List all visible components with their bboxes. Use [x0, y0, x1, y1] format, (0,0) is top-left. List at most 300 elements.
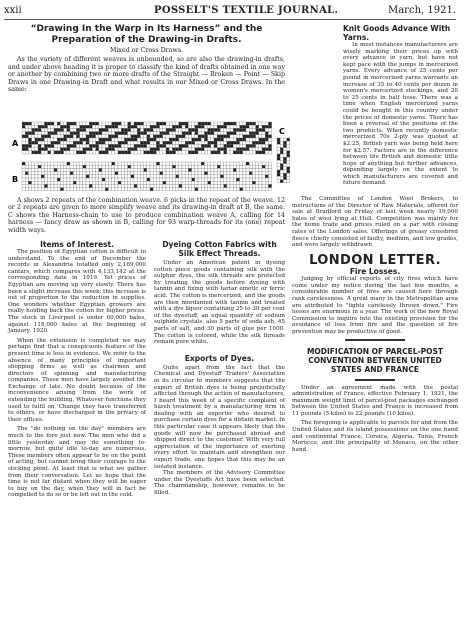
- weave-cell: [102, 181, 105, 184]
- weave-cell: [140, 125, 143, 128]
- weave-cell: [192, 132, 195, 135]
- weave-cell: [163, 175, 166, 178]
- weave-cell: [249, 148, 252, 151]
- weave-cell: [150, 148, 153, 151]
- weave-cell: [51, 168, 54, 171]
- weave-cell: [211, 178, 214, 181]
- weave-cell: [153, 151, 156, 154]
- weave-cell: [32, 148, 35, 151]
- weave-cell: [166, 128, 169, 131]
- weave-cell: [204, 132, 207, 135]
- weave-cell: [150, 151, 153, 154]
- weave-cell: [201, 141, 204, 144]
- weave-cell: [22, 188, 25, 191]
- committee-paragraph: The Committee of London Wool Brokers, to instructions of the Director of Raw Materials, offered for sale at Bradford on Friday of last week nearly 19,000 bales of wool lying at Hull. Competition was mainly for the home trade and prices ruled on a par with closing rates of the London sales. Offerings of greasy crossbred fleece chiefly consisted of faulty, medium, and low grades, and were largely withdrawn.: [292, 196, 458, 249]
- weave-cell: [179, 141, 182, 144]
- weave-cell: [246, 125, 249, 128]
- weave-cell: [22, 132, 25, 135]
- weave-cell: [108, 188, 111, 191]
- weave-cell: [67, 168, 70, 171]
- weave-cell: [182, 148, 185, 151]
- weave-cell: [41, 141, 44, 144]
- weave-cell: [252, 178, 255, 181]
- weave-cell: [214, 188, 217, 191]
- weave-cell: [188, 172, 191, 175]
- weave-cell: [179, 151, 182, 154]
- weave-cell: [115, 125, 118, 128]
- weave-cell: [108, 184, 111, 187]
- weave-cell: [233, 162, 236, 165]
- weave-cell: [227, 132, 230, 135]
- weave-cell: [211, 144, 214, 147]
- weave-cell: [76, 184, 79, 187]
- weave-cell: [185, 125, 188, 128]
- weave-cell: [80, 132, 83, 135]
- weave-cell: [35, 168, 38, 171]
- items-title: Items of Interest.: [40, 240, 114, 249]
- weave-cell: [214, 162, 217, 165]
- weave-cell: [105, 148, 108, 151]
- weave-cell: [70, 168, 73, 171]
- weave-cell: [73, 128, 76, 131]
- weave-cell: [208, 135, 211, 138]
- weave-cell: [134, 165, 137, 168]
- weave-cell: [92, 181, 95, 184]
- weave-cell: [259, 122, 262, 125]
- weave-cell: [137, 128, 140, 131]
- weave-cell: [169, 151, 172, 154]
- weave-cell: [195, 184, 198, 187]
- weave-grid-a: [22, 122, 272, 154]
- weave-cell: [147, 168, 150, 171]
- weave-cell: [96, 175, 99, 178]
- weave-cell: [236, 135, 239, 138]
- weave-cell: [208, 178, 211, 181]
- weave-cell: [156, 151, 159, 154]
- weave-cell: [128, 181, 131, 184]
- weave-cell: [153, 125, 156, 128]
- weave-cell: [256, 181, 259, 184]
- weave-cell: [32, 122, 35, 125]
- weave-cell: [89, 188, 92, 191]
- weave-cell: [249, 188, 252, 191]
- weave-cell: [32, 168, 35, 171]
- weave-cell: [268, 165, 271, 168]
- weave-cell: [198, 178, 201, 181]
- weave-cell: [220, 175, 223, 178]
- weave-cell: [185, 151, 188, 154]
- weave-cell: [252, 188, 255, 191]
- weave-cell: [102, 172, 105, 175]
- weave-cell: [236, 175, 239, 178]
- weave-cell: [41, 165, 44, 168]
- weave-cell: [176, 138, 179, 141]
- weave-cell: [230, 172, 233, 175]
- weave-cell: [67, 141, 70, 144]
- weave-cell: [208, 162, 211, 165]
- weave-cell: [169, 162, 172, 165]
- weave-cell: [41, 122, 44, 125]
- weave-cell: [243, 172, 246, 175]
- weave-cell: [198, 125, 201, 128]
- weave-cell: [265, 132, 268, 135]
- weave-cell: [144, 144, 147, 147]
- weave-cell: [102, 168, 105, 171]
- weave-cell: [83, 125, 86, 128]
- weave-cell: [108, 125, 111, 128]
- weave-cell: [76, 141, 79, 144]
- weave-cell: [252, 122, 255, 125]
- weave-cell: [176, 125, 179, 128]
- weave-cell: [124, 141, 127, 144]
- weave-cell: [32, 135, 35, 138]
- weave-cell: [99, 151, 102, 154]
- weave-cell: [233, 168, 236, 171]
- weave-cell: [233, 184, 236, 187]
- dyeing-section: [154, 240, 285, 497]
- weave-cell: [147, 148, 150, 151]
- weave-cell: [283, 157, 286, 160]
- weave-cell: [99, 184, 102, 187]
- weave-cell: [172, 172, 175, 175]
- weave-cell: [80, 165, 83, 168]
- weave-cell: [176, 165, 179, 168]
- weave-cell: [201, 135, 204, 138]
- weave-cell: [83, 165, 86, 168]
- weave-cell: [259, 168, 262, 171]
- weave-cell: [201, 162, 204, 165]
- weave-cell: [249, 122, 252, 125]
- weave-cell: [224, 175, 227, 178]
- weave-cell: [204, 168, 207, 171]
- weave-cell: [86, 181, 89, 184]
- weave-cell: [252, 162, 255, 165]
- weave-cell: [259, 184, 262, 187]
- weave-cell: [217, 181, 220, 184]
- weave-cell: [32, 184, 35, 187]
- weave-cell: [220, 151, 223, 154]
- weave-cell: [105, 128, 108, 131]
- weave-cell: [60, 128, 63, 131]
- weave-cell: [230, 178, 233, 181]
- weave-cell: [99, 168, 102, 171]
- weave-cell: [134, 135, 137, 138]
- weave-cell: [105, 141, 108, 144]
- weave-cell: [220, 125, 223, 128]
- weave-cell: [86, 178, 89, 181]
- weave-cell: [243, 175, 246, 178]
- weave-cell: [60, 178, 63, 181]
- drawing-in-article: [8, 24, 285, 93]
- weave-cell: [214, 138, 217, 141]
- weave-cell: [268, 188, 271, 191]
- weave-cell: [112, 132, 115, 135]
- weave-cell: [224, 141, 227, 144]
- weave-cell: [131, 181, 134, 184]
- weave-cell: [121, 181, 124, 184]
- header-rule: [4, 19, 456, 20]
- weave-cell: [108, 165, 111, 168]
- weave-cell: [230, 144, 233, 147]
- weave-cell: [256, 148, 259, 151]
- weave-cell: [249, 141, 252, 144]
- weave-cell: [277, 154, 280, 157]
- weave-cell: [70, 151, 73, 154]
- weave-cell: [54, 138, 57, 141]
- weave-cell: [224, 165, 227, 168]
- weave-cell: [38, 178, 41, 181]
- weave-cell: [265, 178, 268, 181]
- weave-cell: [44, 172, 47, 175]
- weave-cell: [160, 122, 163, 125]
- weave-cell: [150, 165, 153, 168]
- weave-cell: [102, 162, 105, 165]
- weave-cell: [268, 162, 271, 165]
- weave-cell: [115, 165, 118, 168]
- weave-cell: [169, 188, 172, 191]
- weave-cell: [51, 172, 54, 175]
- weave-cell: [80, 138, 83, 141]
- weave-cell: [86, 151, 89, 154]
- weave-cell: [67, 122, 70, 125]
- weave-cell: [115, 162, 118, 165]
- weave-cell: [108, 172, 111, 175]
- weave-cell: [268, 138, 271, 141]
- weave-cell: [144, 138, 147, 141]
- weave-cell: [211, 188, 214, 191]
- weave-cell: [38, 181, 41, 184]
- weave-cell: [28, 141, 31, 144]
- weave-cell: [163, 181, 166, 184]
- weave-cell: [163, 148, 166, 151]
- weave-cell: [44, 132, 47, 135]
- weave-cell: [156, 162, 159, 165]
- weave-cell: [256, 128, 259, 131]
- weave-cell: [217, 132, 220, 135]
- weave-cell: [166, 125, 169, 128]
- weave-cell: [28, 128, 31, 131]
- weave-cell: [140, 168, 143, 171]
- weave-cell: [220, 162, 223, 165]
- weave-cell: [198, 188, 201, 191]
- weave-cell: [92, 132, 95, 135]
- weave-cell: [182, 165, 185, 168]
- weave-cell: [118, 128, 121, 131]
- weave-cell: [224, 178, 227, 181]
- weave-cell: [76, 162, 79, 165]
- weave-cell: [48, 138, 51, 141]
- weave-cell: [204, 162, 207, 165]
- weave-cell: [233, 172, 236, 175]
- weave-cell: [22, 125, 25, 128]
- weave-cell: [243, 138, 246, 141]
- london-letter-title: LONDON LETTER.: [309, 252, 441, 268]
- weave-cell: [38, 132, 41, 135]
- weave-cell: [256, 165, 259, 168]
- weave-cell: [252, 172, 255, 175]
- weave-cell: [204, 172, 207, 175]
- weave-cell: [236, 128, 239, 131]
- weave-cell: [105, 175, 108, 178]
- weave-cell: [76, 132, 79, 135]
- weave-cell: [89, 175, 92, 178]
- weave-cell: [287, 176, 290, 179]
- weave-cell: [22, 141, 25, 144]
- weave-cell: [195, 188, 198, 191]
- weave-cell: [73, 175, 76, 178]
- weave-cell: [249, 135, 252, 138]
- weave-cell: [217, 172, 220, 175]
- weave-cell: [25, 184, 28, 187]
- weave-cell: [227, 168, 230, 171]
- weave-cell: [89, 132, 92, 135]
- weave-cell: [256, 168, 259, 171]
- weave-cell: [25, 175, 28, 178]
- weave-cell: [102, 165, 105, 168]
- weave-cell: [54, 172, 57, 175]
- weave-cell: [64, 162, 67, 165]
- weave-cell: [192, 181, 195, 184]
- weave-cell: [41, 184, 44, 187]
- weave-cell: [48, 175, 51, 178]
- weave-cell: [195, 181, 198, 184]
- weave-cell: [124, 188, 127, 191]
- weave-cell: [220, 141, 223, 144]
- weave-cell: [182, 138, 185, 141]
- weave-cell: [38, 184, 41, 187]
- weave-cell: [233, 141, 236, 144]
- weave-cell: [86, 125, 89, 128]
- weave-cell: [172, 135, 175, 138]
- weave-cell: [57, 135, 60, 138]
- weave-cell: [44, 175, 47, 178]
- weave-cell: [102, 135, 105, 138]
- weave-cell: [105, 138, 108, 141]
- weave-cell: [57, 122, 60, 125]
- weave-cell: [64, 178, 67, 181]
- weave-cell: [67, 165, 70, 168]
- weave-cell: [176, 172, 179, 175]
- weave-cell: [166, 141, 169, 144]
- weave-cell: [211, 151, 214, 154]
- weave-cell: [192, 162, 195, 165]
- weave-cell: [64, 144, 67, 147]
- weave-cell: [48, 144, 51, 147]
- weave-cell: [265, 168, 268, 171]
- weave-cell: [230, 135, 233, 138]
- weave-cell: [86, 165, 89, 168]
- weave-cell: [137, 175, 140, 178]
- weave-cell: [201, 165, 204, 168]
- weave-cell: [64, 175, 67, 178]
- weave-cell: [262, 181, 265, 184]
- weave-cell: [96, 138, 99, 141]
- weave-cell: [243, 165, 246, 168]
- weave-cell: [73, 141, 76, 144]
- weave-cell: [32, 132, 35, 135]
- weave-cell: [92, 175, 95, 178]
- weave-cell: [44, 151, 47, 154]
- weave-cell: [25, 135, 28, 138]
- weave-cell: [112, 188, 115, 191]
- weave-cell: [230, 162, 233, 165]
- weave-cell: [118, 188, 121, 191]
- weave-cell: [73, 184, 76, 187]
- weave-cell: [92, 151, 95, 154]
- weave-cell: [83, 151, 86, 154]
- weave-cell: [243, 181, 246, 184]
- weave-cell: [280, 160, 283, 163]
- parcel-paragraph-2: The foregoing is applicable to parcels for and from the United States and its island possessions on the one hand and continental France, Corsica, Algeria, Tunis, French Morocco, and the principality of Monaco, on the other hand.: [292, 420, 458, 453]
- weave-cell: [214, 122, 217, 125]
- weave-cell: [134, 175, 137, 178]
- weave-cell: [118, 135, 121, 138]
- weave-cell: [217, 138, 220, 141]
- weave-cell: [195, 165, 198, 168]
- parcel-post-title: MODIFICATION OF PARCEL-POST CONVENTION BETWEEN UNITED STATES AND FRANCE: [306, 346, 444, 374]
- weave-cell: [70, 125, 73, 128]
- weave-cell: [185, 122, 188, 125]
- weave-cell: [35, 181, 38, 184]
- weave-cell: [64, 151, 67, 154]
- weave-cell: [131, 151, 134, 154]
- weave-cell: [280, 157, 283, 160]
- weave-cell: [35, 128, 38, 131]
- weave-cell: [76, 188, 79, 191]
- weave-cell: [198, 144, 201, 147]
- weave-cell: [121, 162, 124, 165]
- weave-cell: [156, 135, 159, 138]
- weave-cell: [169, 138, 172, 141]
- weave-cell: [268, 135, 271, 138]
- weave-cell: [108, 151, 111, 154]
- weave-cell: [182, 184, 185, 187]
- weave-cell: [182, 188, 185, 191]
- weave-cell: [208, 125, 211, 128]
- weave-cell: [83, 178, 86, 181]
- weave-cell: [144, 181, 147, 184]
- weave-cell: [32, 141, 35, 144]
- weave-cell: [185, 148, 188, 151]
- weave-cell: [48, 128, 51, 131]
- weave-cell: [121, 141, 124, 144]
- weave-cell: [60, 181, 63, 184]
- weave-cell: [121, 178, 124, 181]
- weave-cell: [240, 148, 243, 151]
- weave-cell: [230, 141, 233, 144]
- weave-cell: [240, 141, 243, 144]
- weave-cell: [192, 138, 195, 141]
- weave-cell: [217, 144, 220, 147]
- weave-cell: [89, 181, 92, 184]
- weave-cell: [198, 162, 201, 165]
- weave-cell: [192, 175, 195, 178]
- weave-cell: [25, 148, 28, 151]
- weave-cell: [112, 172, 115, 175]
- weave-cell: [131, 141, 134, 144]
- weave-cell: [243, 141, 246, 144]
- weave-cell: [112, 151, 115, 154]
- weave-cell: [283, 176, 286, 179]
- weave-cell: [220, 128, 223, 131]
- weave-cell: [140, 175, 143, 178]
- fire-losses-paragraph: Judging by official reports of city fires which have come under my notice during the last few months, a considerable number of fires are caused here through rank carelessness. A great many in the Metropolitan area are attributed to "lights carelessly thrown down." Fire losses are enormous in a year. The work of the new Royal Commission to inquire into the existing provision for the avoidance of loss from fire and the question of fire prevention may be productive of good.: [292, 276, 458, 335]
- weave-cell: [28, 165, 31, 168]
- weave-cell: [121, 165, 124, 168]
- weave-cell: [128, 184, 131, 187]
- weave-cell: [211, 135, 214, 138]
- weave-cell: [179, 178, 182, 181]
